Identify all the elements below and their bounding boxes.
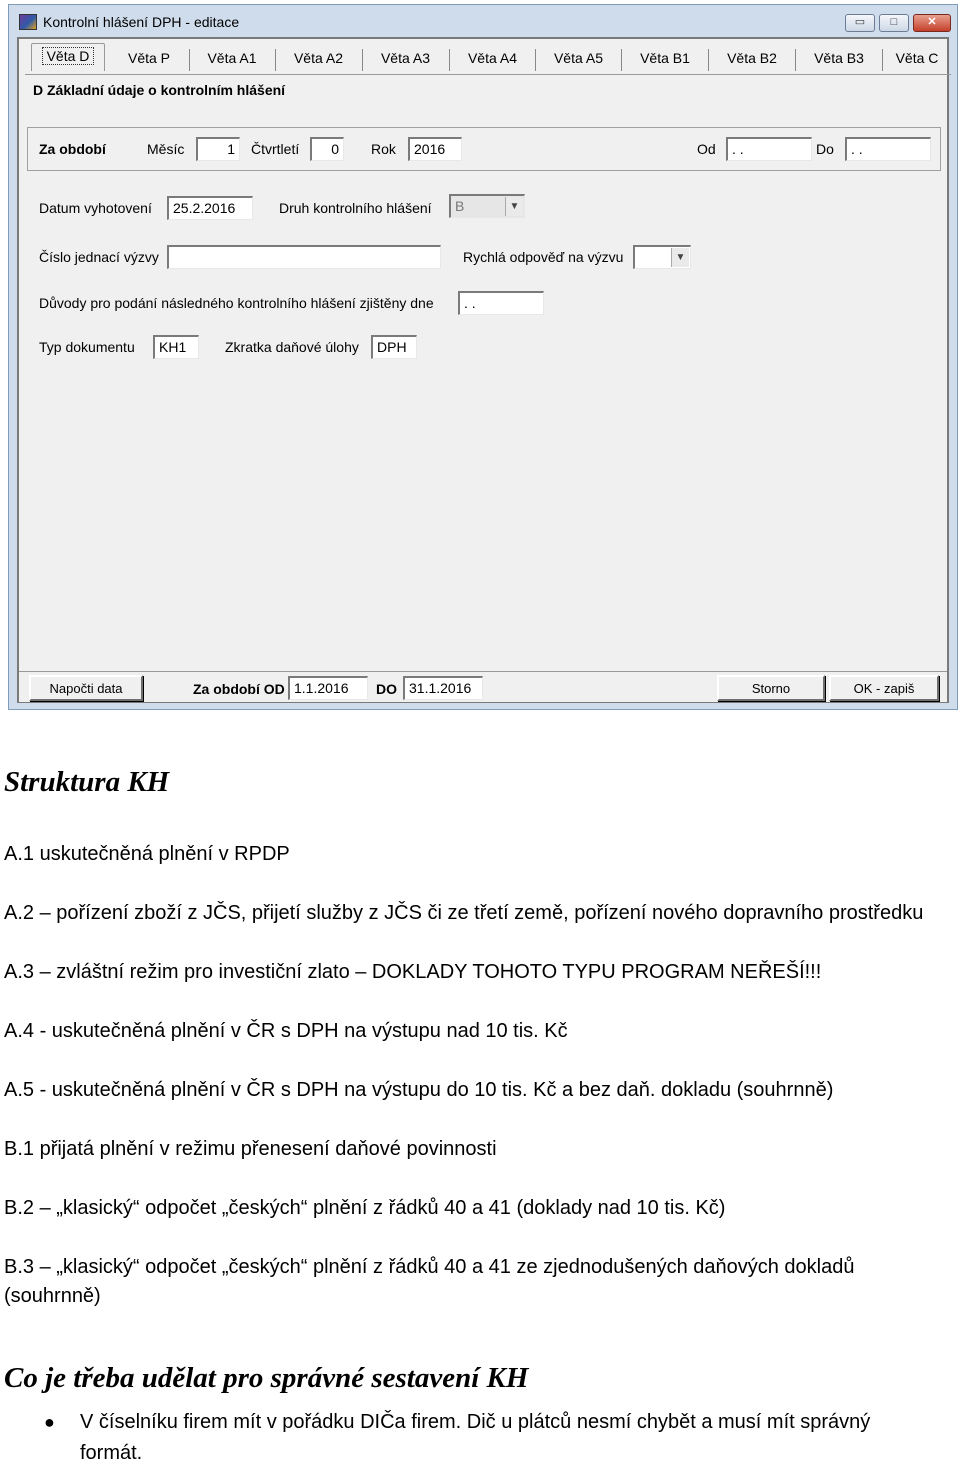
od-label: Od — [697, 141, 716, 157]
rok-label: Rok — [371, 141, 396, 157]
period-from-input[interactable]: 1.1.2016 — [288, 676, 368, 700]
zkratka-label: Zkratka daňové úlohy — [225, 339, 359, 355]
tab-veta-b2[interactable]: Věta B2 — [727, 50, 777, 66]
period-to-label: DO — [376, 681, 397, 697]
close-icon: ✕ — [927, 16, 937, 28]
bottom-toolbar — [19, 671, 947, 702]
maximize-icon: □ — [890, 16, 898, 28]
tab-veta-a5[interactable]: Věta A5 — [553, 50, 604, 66]
rychla-odpoved-label: Rychlá odpověď na výzvu — [463, 249, 624, 265]
structure-line-b3: B.3 – „klasický“ odpočet „českých“ plnění z řádků 40 a 41 ze zjednodušených daňových dokladů (souhrnně) — [4, 1256, 855, 1307]
chevron-down-icon: ▼ — [671, 248, 689, 267]
structure-line-a4: A.4 - uskutečněná plnění v ČR s DPH na výstupu nad 10 tis. Kč — [4, 1020, 568, 1042]
structure-line-b2: B.2 – „klasický“ odpočet „českých“ plnění z řádků 40 a 41 (doklady nad 10 tis. Kč) — [4, 1197, 726, 1219]
druh-kh-select[interactable] — [449, 194, 525, 218]
structure-line-a3: A.3 – zvláštní režim pro investiční zlato – DOKLADY TOHOTO TYPU PROGRAM NEŘEŠÍ!!! — [4, 961, 822, 983]
kh-edit-window — [8, 4, 958, 710]
close-button[interactable] — [913, 14, 951, 32]
cislo-jednaci-label: Číslo jednací výzvy — [39, 249, 159, 265]
minimize-button[interactable] — [845, 14, 875, 32]
structure-heading: Struktura KH — [4, 766, 170, 798]
title-bar[interactable] — [9, 5, 957, 39]
rychla-odpoved-select[interactable] — [633, 245, 691, 269]
structure-line-a5: A.5 - uskutečněná plnění v ČR s DPH na výstupu do 10 tis. Kč a bez daň. dokladu (souhrnně) — [4, 1079, 834, 1101]
typ-dokumentu-label: Typ dokumentu — [39, 339, 135, 355]
tab-veta-p[interactable]: Věta P — [127, 50, 171, 66]
structure-line-a1: A.1 uskutečněná plnění v RPDP — [4, 843, 290, 865]
tab-veta-b1[interactable]: Věta B1 — [640, 50, 690, 66]
tab-veta-a2[interactable]: Věta A2 — [293, 50, 344, 66]
section-title: D Základní údaje o kontrolním hlášení — [33, 82, 286, 98]
ctvrtleti-input[interactable]: 0 — [310, 137, 344, 161]
mesic-label: Měsíc — [147, 141, 185, 157]
tab-veta-d[interactable]: Věta D — [31, 43, 105, 71]
maximize-button[interactable] — [879, 14, 909, 32]
datum-vyhotoveni-label: Datum vyhotovení — [39, 200, 152, 216]
za-obdobi-od-label: Za období OD — [193, 681, 285, 697]
napocti-data-button[interactable]: Napočti data — [29, 675, 143, 701]
ok-zapis-button[interactable]: OK - zapiš — [829, 675, 939, 701]
za-obdobi-label: Za období — [39, 141, 106, 157]
tab-veta-b3[interactable]: Věta B3 — [814, 50, 864, 66]
druh-kh-value: B — [455, 198, 465, 214]
do-date-input[interactable]: . . — [845, 137, 931, 161]
duvody-date-input[interactable]: . . — [458, 291, 544, 315]
tab-veta-a4[interactable]: Věta A4 — [467, 50, 518, 66]
zkratka-input[interactable]: DPH — [371, 335, 417, 359]
minimize-icon: ▭ — [854, 16, 866, 28]
todo-heading: Co je třeba udělat pro správné sestavení KH — [4, 1362, 529, 1394]
duvody-label: Důvody pro podání následného kontrolního hlášení zjištěny dne — [39, 295, 434, 311]
chevron-down-icon: ▼ — [505, 197, 523, 216]
structure-line-b1: B.1 přijatá plnění v režimu přenesení daňové povinnosti — [4, 1138, 497, 1160]
do-label: Do — [816, 141, 834, 157]
typ-dokumentu-input[interactable]: KH1 — [153, 335, 199, 359]
mesic-input[interactable]: 1 — [196, 137, 240, 161]
bullet-icon: ● — [44, 1412, 55, 1432]
druh-kh-label: Druh kontrolního hlášení — [279, 200, 432, 216]
rok-input[interactable]: 2016 — [408, 137, 462, 161]
cislo-jednaci-input[interactable] — [167, 245, 441, 269]
tab-veta-c[interactable]: Věta C — [895, 50, 939, 66]
tab-baseline — [25, 74, 951, 75]
period-to-input[interactable]: 31.1.2016 — [403, 676, 483, 700]
window-title: Kontrolní hlášení DPH - editace — [43, 14, 240, 30]
client-area — [17, 37, 949, 703]
datum-vyhotoveni-input[interactable]: 25.2.2016 — [167, 196, 253, 220]
storno-button[interactable]: Storno — [717, 675, 825, 701]
tab-veta-a1[interactable]: Věta A1 — [207, 50, 257, 66]
tab-veta-a3[interactable]: Věta A3 — [380, 50, 431, 66]
app-icon — [19, 14, 37, 30]
od-date-input[interactable]: . . — [726, 137, 812, 161]
ctvrtleti-label: Čtvrtletí — [251, 141, 300, 157]
structure-line-a2: A.2 – pořízení zboží z JČS, přijetí služby z JČS či ze třetí země, pořízení nového dopravního prostředku — [4, 902, 924, 924]
todo-item: V číselníku firem mít v pořádku DIČa firem. Dič u plátců nesmí chybět a musí mít správný formát. — [80, 1411, 871, 1464]
